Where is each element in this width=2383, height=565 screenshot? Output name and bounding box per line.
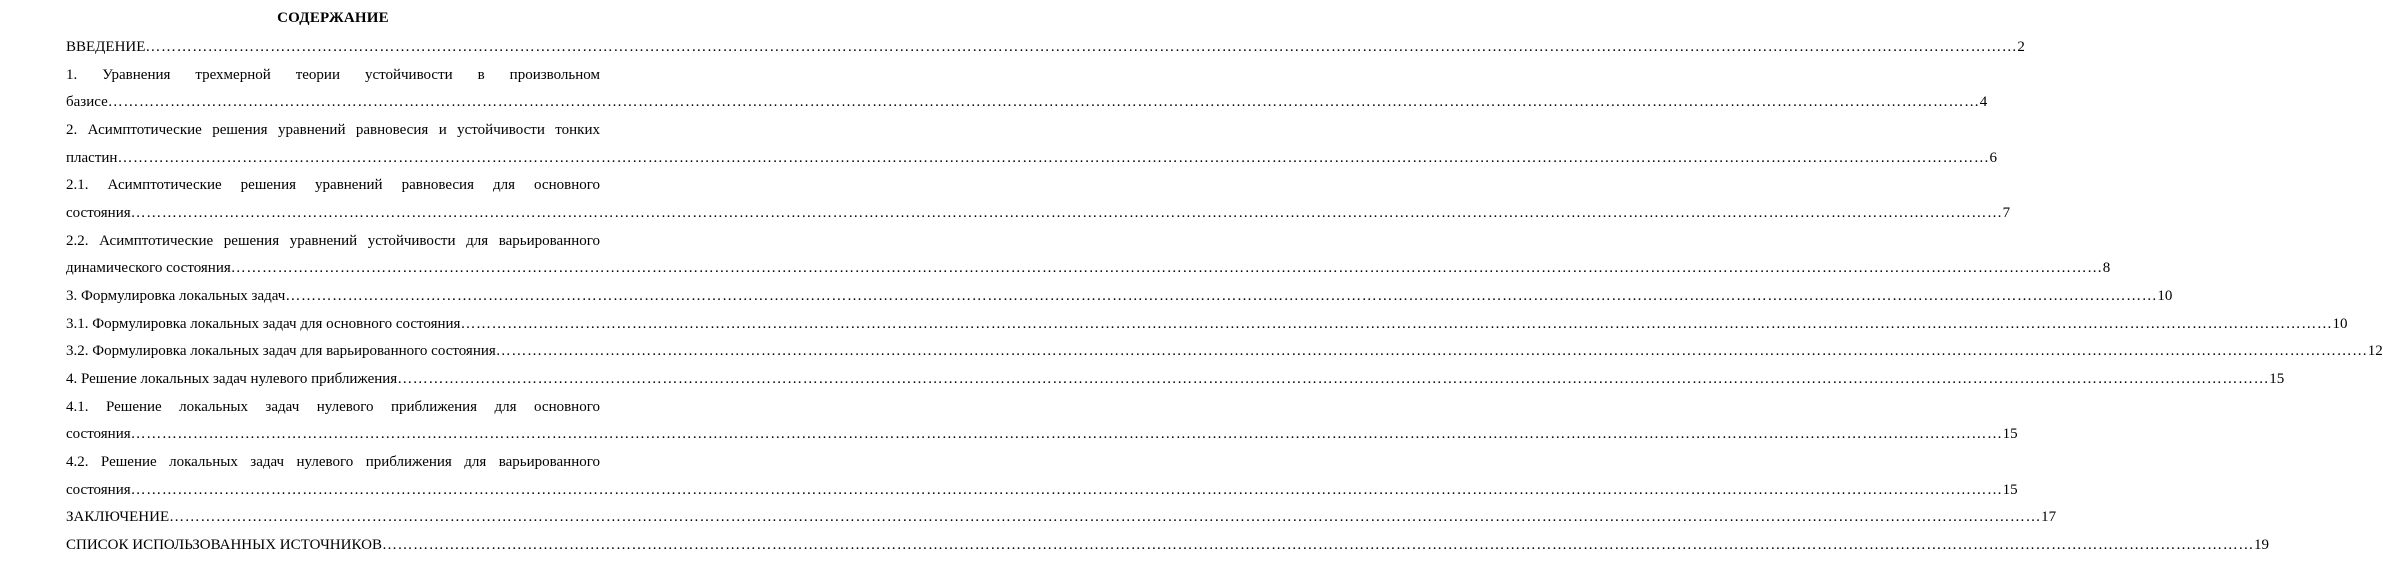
toc-entry-title: динамического состояния — [66, 260, 231, 276]
toc-entry-section-2-1-line[interactable]: 2.1. Асимптотические решения уравнений равновесия для основного — [66, 177, 600, 193]
toc-leader-dots: ……………………………………………………………………………………………………………………………………………………………………………………………………………………………………………………………………………………………………………………………… — [117, 150, 1990, 166]
toc-entry-title: базисе — [66, 94, 108, 110]
toc-entry-section-2[interactable] — [66, 149, 1997, 167]
toc-entry-conclusion[interactable] — [66, 508, 2057, 526]
toc-leader-dots: ……………………………………………………………………………………………………………………………………………………………………………………………………………………………………………………………………………………………………………………………… — [107, 94, 1980, 110]
toc-leader-dots: ……………………………………………………………………………………………………………………………………………………………………………………………………………………………………………………………………………………………………………………………… — [230, 260, 2103, 276]
toc-page-number: 8 — [2102, 260, 2111, 276]
toc-page-number: 4 — [1979, 94, 1988, 110]
toc-page-number: 17 — [2041, 509, 2057, 525]
toc-page-number: 15 — [2269, 371, 2285, 387]
toc-leader-dots: ……………………………………………………………………………………………………………………………………………………………………………………………………………………………………………………………………………………………………………………………… — [495, 343, 2368, 359]
toc-entry-section-4[interactable] — [66, 370, 2285, 388]
toc-page-number: 10 — [2157, 288, 2173, 304]
toc-page-number: 6 — [1989, 150, 1997, 166]
toc-entry-title: 3.1. Формулировка локальных задач для основного состояния — [66, 316, 461, 332]
toc-page-number: 7 — [2002, 205, 2011, 221]
toc-entry-introduction[interactable] — [66, 38, 2025, 56]
toc-entry-references[interactable] — [66, 536, 2269, 554]
toc-entry-title: 4. Решение локальных задач нулевого приближения — [66, 371, 398, 387]
toc-leader-dots: ……………………………………………………………………………………………………………………………………………………………………………………………………………………………………………………………………………………………………………………………… — [381, 537, 2254, 553]
toc-entry-section-2-2[interactable] — [66, 259, 2111, 277]
toc-leader-dots: ……………………………………………………………………………………………………………………………………………………………………………………………………………………………………………………………………………………………………………………………… — [145, 39, 2018, 55]
toc-leader-dots: ……………………………………………………………………………………………………………………………………………………………………………………………………………………………………………………………………………………………………………………………… — [169, 509, 2042, 525]
toc-entry-section-2-2-line[interactable]: 2.2. Асимптотические решения уравнений устойчивости для варьированного — [66, 233, 600, 249]
toc-entry-section-1-line[interactable]: 1. Уравнения трехмерной теории устойчивости в произвольном — [66, 67, 600, 83]
toc-entry-section-4-1[interactable] — [66, 425, 2018, 443]
toc-entry-section-3[interactable] — [66, 287, 2173, 305]
toc-entry-section-4-2[interactable] — [66, 481, 2018, 499]
toc-entry-title: состояния — [66, 482, 131, 498]
toc-entry-title: ЗАКЛЮЧЕНИЕ — [66, 509, 170, 525]
toc-entry-section-2-1[interactable] — [66, 204, 2011, 222]
toc-leader-dots: ……………………………………………………………………………………………………………………………………………………………………………………………………………………………………………………………………………………………………………………………… — [460, 316, 2333, 332]
toc-page-number: 12 — [2367, 343, 2383, 359]
toc-leader-dots: ……………………………………………………………………………………………………………………………………………………………………………………………………………………………………………………………………………………………………………………………… — [130, 482, 2003, 498]
toc-page-number: 10 — [2332, 316, 2348, 332]
toc-entry-section-2-line[interactable]: 2. Асимптотические решения уравнений равновесия и устойчивости тонких — [66, 122, 600, 138]
toc-page-number: 15 — [2002, 482, 2018, 498]
toc-entry-title: ВВЕДЕНИЕ — [66, 39, 146, 55]
toc-entry-section-3-1[interactable] — [66, 315, 2348, 333]
toc-entry-section-3-2[interactable] — [66, 342, 2383, 360]
toc-entry-title: СПИСОК ИСПОЛЬЗОВАННЫХ ИСТОЧНИКОВ — [66, 537, 382, 553]
toc-page-number: 19 — [2253, 537, 2269, 553]
toc-title: СОДЕРЖАНИЕ — [277, 10, 389, 26]
toc-entry-title: 3.2. Формулировка локальных задач для варьированного состояния — [66, 343, 496, 359]
toc-leader-dots: ……………………………………………………………………………………………………………………………………………………………………………………………………………………………………………………………………………………………………………………………… — [285, 288, 2158, 304]
toc-entry-section-4-1-line[interactable]: 4.1. Решение локальных задач нулевого приближения для основного — [66, 399, 600, 415]
toc-entry-section-1[interactable] — [66, 93, 1988, 111]
toc-leader-dots: ……………………………………………………………………………………………………………………………………………………………………………………………………………………………………………………………………………………………………………………………… — [130, 205, 2003, 221]
toc-entry-section-4-2-line[interactable]: 4.2. Решение локальных задач нулевого приближения для варьированного — [66, 454, 600, 470]
toc-leader-dots: ……………………………………………………………………………………………………………………………………………………………………………………………………………………………………………………………………………………………………………………………… — [397, 371, 2270, 387]
toc-page-number: 15 — [2002, 426, 2018, 442]
toc-entry-title: 3. Формулировка локальных задач — [66, 288, 286, 304]
toc-entry-title: состояния — [66, 205, 131, 221]
toc-page-number: 2 — [2017, 39, 2025, 55]
toc-entry-title: состояния — [66, 426, 131, 442]
toc-leader-dots: ……………………………………………………………………………………………………………………………………………………………………………………………………………………………………………………………………………………………………………………………… — [130, 426, 2003, 442]
toc-entry-title: пластин — [66, 150, 118, 166]
